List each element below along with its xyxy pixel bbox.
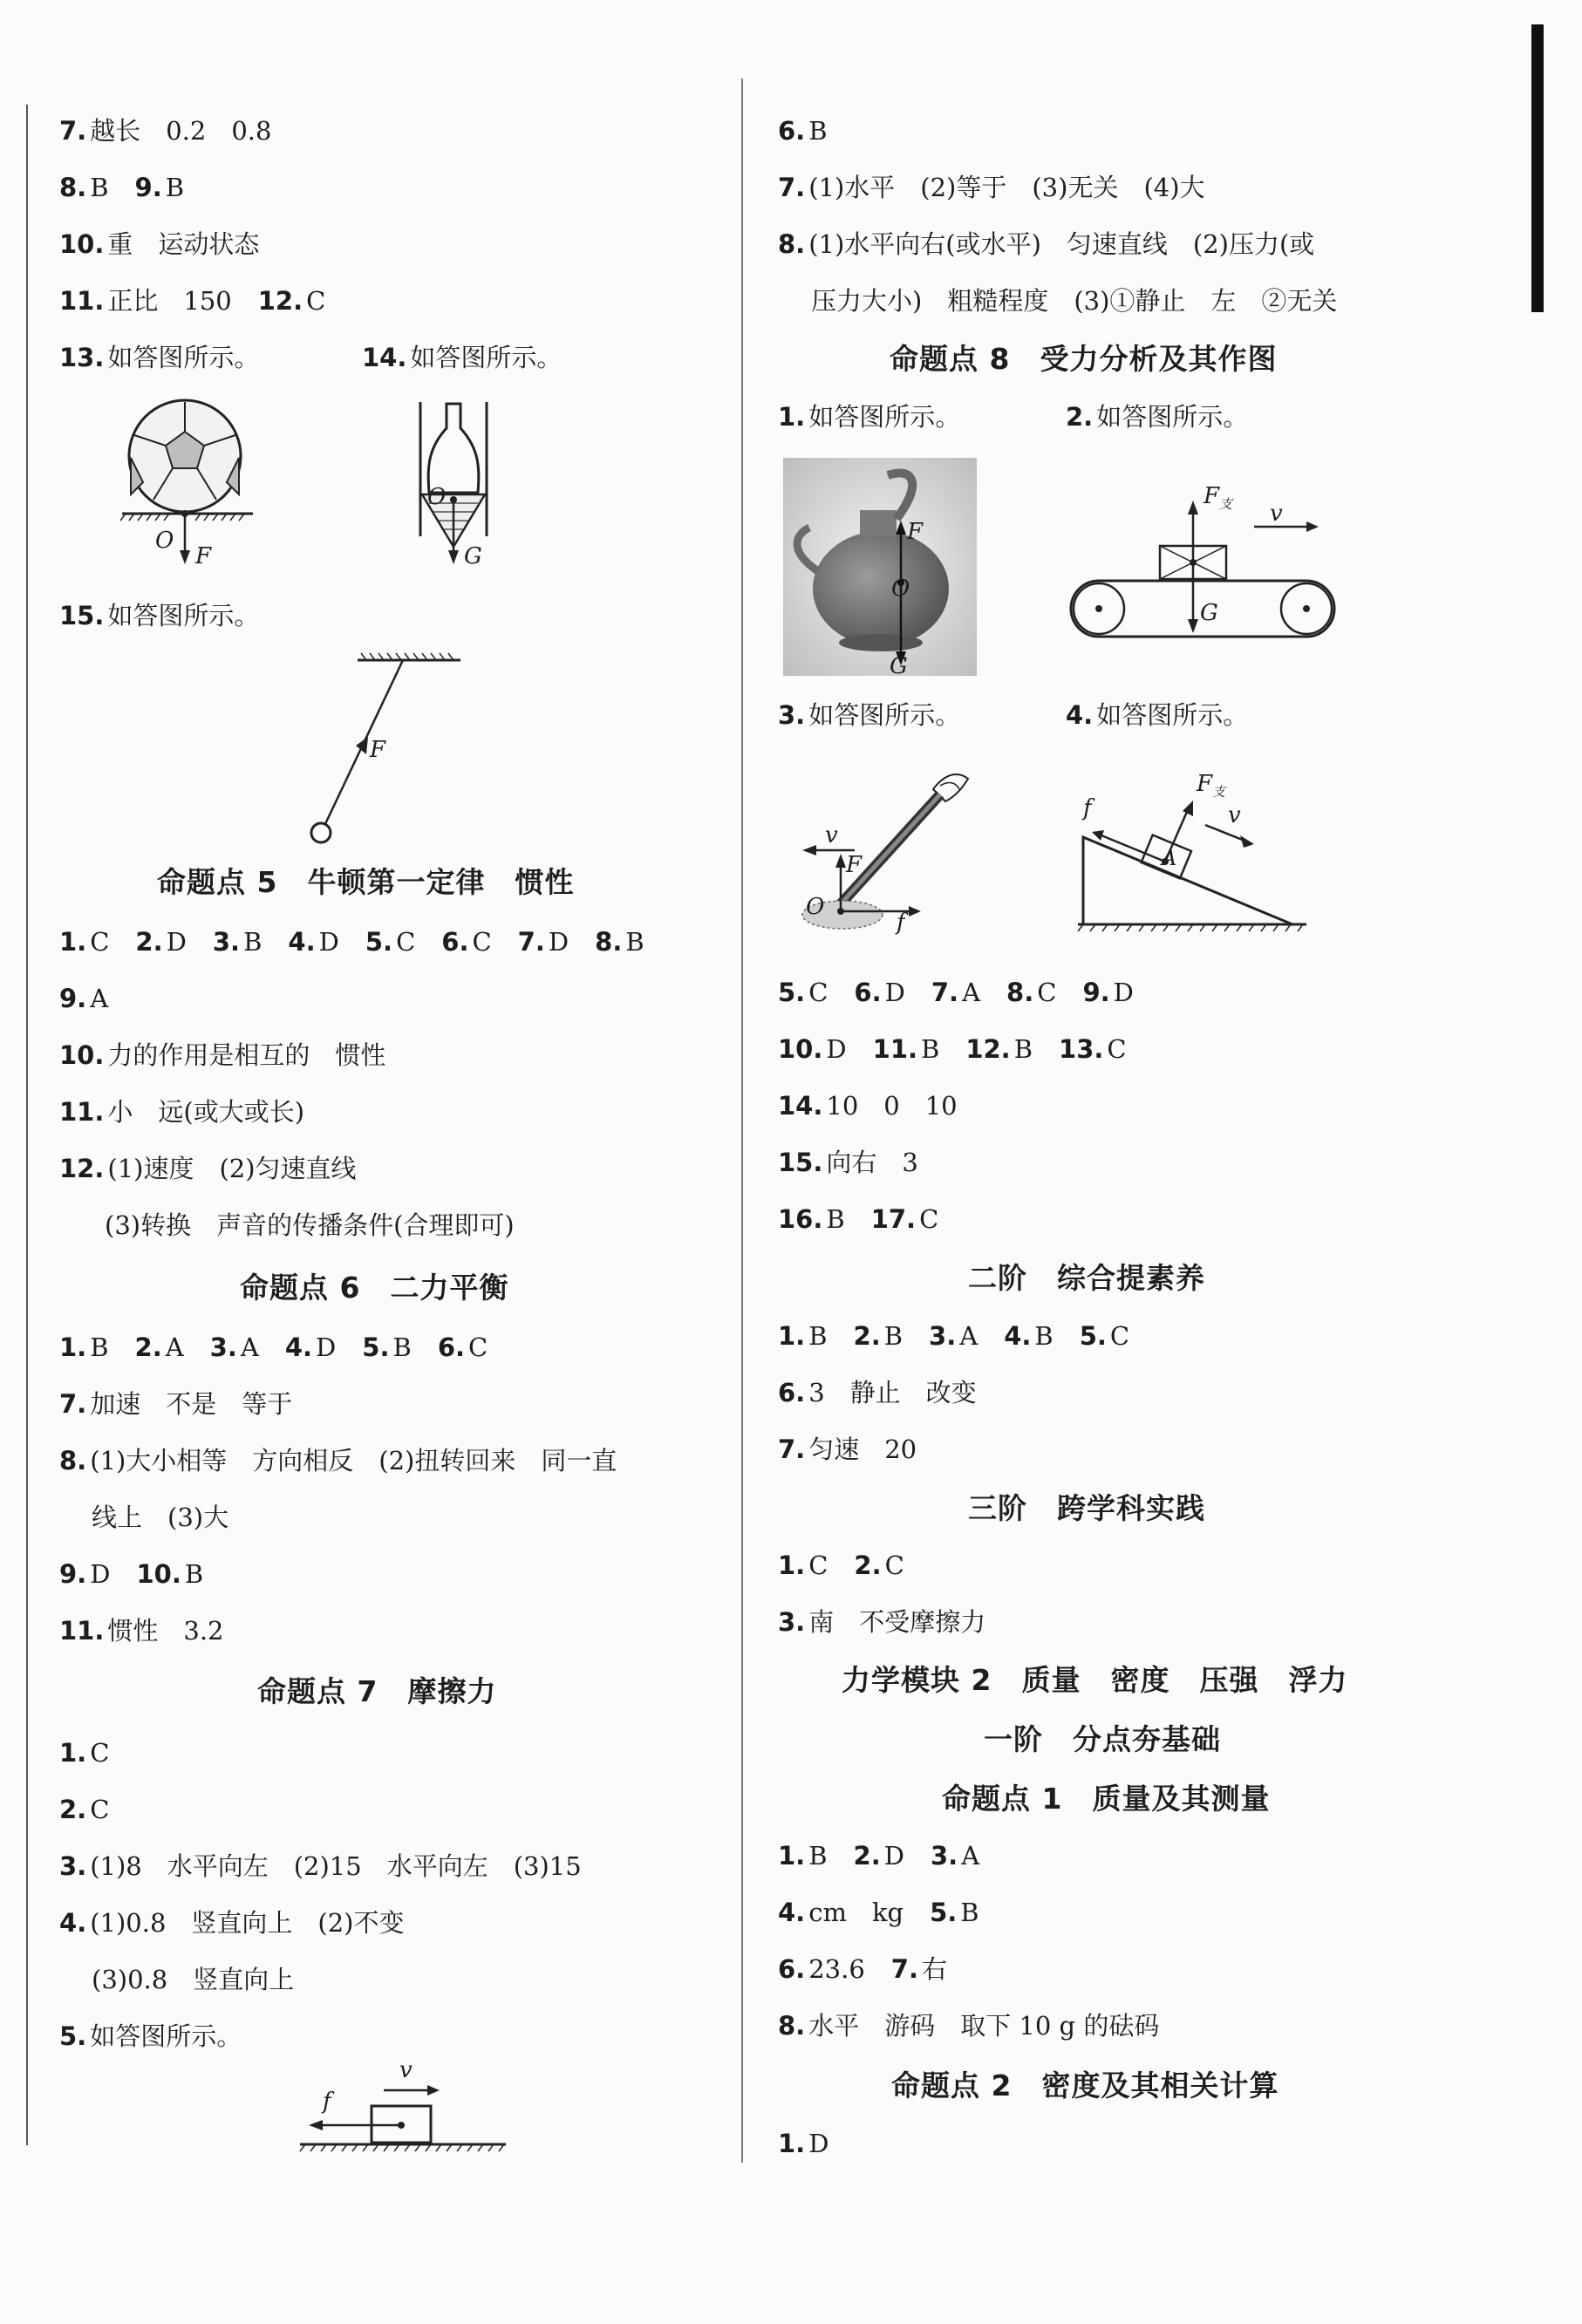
answer-item	[288, 927, 338, 957]
answer-item	[210, 1332, 259, 1362]
answer-row	[778, 1838, 1006, 1873]
section-heading: 命题点 5 牛顿第一定律 惯性	[157, 865, 575, 899]
question-number: 8.	[595, 927, 623, 957]
answer-line: 1. C	[59, 1738, 110, 1768]
answer-value: A	[165, 1332, 184, 1362]
question-number: 1.	[59, 1332, 87, 1362]
answer-value: B	[808, 1841, 828, 1871]
section-heading: 命题点 2 密度及其相关计算	[891, 2068, 1279, 2103]
answer-line: 2. C	[59, 1795, 110, 1824]
section-heading: 二阶 综合提素养	[968, 1261, 1205, 1295]
label-f: F	[195, 543, 212, 569]
answer-value: C	[1107, 1034, 1127, 1064]
answer-line: 3. 如答图所示。	[778, 700, 961, 730]
answer-value: A	[959, 1321, 979, 1351]
question-number: 2.	[853, 1841, 881, 1871]
section-heading: 命题点 7 摩擦力	[257, 1674, 497, 1708]
answer-line: 6. B	[778, 116, 828, 146]
answer-item	[59, 927, 109, 957]
answer-line: 8. 水平 游码 取下 10 g 的砝码	[778, 2011, 1160, 2041]
answer-value: C	[468, 1332, 488, 1362]
figure-block-friction	[297, 2057, 515, 2167]
label-f: $F_支$	[1197, 771, 1226, 801]
label-o: O	[891, 576, 910, 602]
answer-line: 11. 惯性 3.2	[59, 1616, 224, 1646]
answer-item	[1080, 1321, 1129, 1351]
question-number: 9.	[1082, 978, 1110, 1007]
answer-value: A	[962, 978, 981, 1007]
label-g: G	[464, 543, 482, 569]
question-number: 6.	[441, 927, 469, 957]
label-g: G	[890, 653, 908, 679]
answer-line: 6. 23.6 7. 右	[778, 1954, 947, 1984]
question-number: 7.	[517, 927, 545, 957]
answer-item	[854, 1321, 904, 1351]
question-number: 3.	[212, 927, 241, 957]
answer-line: 13. 如答图所示。	[59, 343, 260, 372]
answer-line: 14. 10 0 10	[778, 1091, 958, 1121]
answer-line: 6. 3 静止 改变	[778, 1378, 977, 1407]
label-g: G	[1200, 600, 1218, 626]
answer-item	[135, 1332, 184, 1362]
answer-value: C	[1037, 978, 1057, 1007]
page-edge-bar	[1531, 24, 1544, 312]
answer-item	[213, 927, 263, 957]
answer-value: D	[884, 978, 905, 1007]
answer-line: 线上 (3)大	[92, 1503, 229, 1532]
question-number: 1.	[59, 927, 87, 957]
figure-football	[113, 397, 270, 571]
answer-item	[285, 1332, 336, 1362]
answer-item	[441, 927, 491, 957]
answer-value: B	[243, 927, 263, 957]
answer-line: 7. 越长 0.2 0.8	[59, 116, 272, 146]
answer-line: 8. (1)水平向右(或水平) 匀速直线 (2)压力(或	[778, 229, 1315, 259]
answer-value: D	[826, 1034, 847, 1064]
answer-row	[778, 1319, 1156, 1353]
answer-value: C	[396, 927, 416, 957]
question-number: 7.	[931, 978, 959, 1007]
answer-item	[1006, 978, 1056, 1007]
question-number: 2.	[134, 1332, 162, 1362]
label-f: F	[907, 519, 924, 545]
answer-line: 15. 如答图所示。	[59, 601, 260, 630]
answer-value: B	[1013, 1034, 1033, 1064]
answer-item	[854, 978, 904, 1007]
answer-item	[1082, 978, 1133, 1007]
answer-line: 3. 南 不受摩擦力	[778, 1607, 986, 1637]
label-v: v	[825, 822, 838, 848]
section-heading: 命题点 8 受力分析及其作图	[890, 342, 1278, 376]
label-v: v	[1270, 501, 1283, 527]
question-number: 3.	[930, 1841, 958, 1871]
answer-line: 4. 如答图所示。	[1066, 700, 1249, 730]
question-number: 2.	[135, 927, 163, 957]
answer-line: (3)转换 声音的传播条件(合理即可)	[105, 1210, 515, 1240]
answer-line: 1. D	[778, 2129, 829, 2158]
answer-item	[778, 1321, 828, 1351]
section-heading: 三阶 跨学科实践	[968, 1491, 1205, 1525]
module-heading: 力学模块 2 质量 密度 压强 浮力	[842, 1663, 1348, 1697]
answer-value: B	[883, 1321, 904, 1351]
answer-item	[778, 1841, 828, 1871]
figure-incline	[1066, 767, 1319, 942]
question-number: 8.	[1006, 978, 1034, 1007]
answer-value: A	[961, 1841, 980, 1871]
answer-item	[965, 1034, 1033, 1064]
answer-value: B	[921, 1034, 940, 1064]
answer-line: 8. (1)大小相等 方向相反 (2)扭转回来 同一直	[59, 1446, 617, 1476]
answer-item	[778, 1034, 847, 1064]
answer-line: 12. (1)速度 (2)匀速直线	[59, 1154, 357, 1183]
answer-value: B	[808, 1321, 828, 1351]
label-o: O	[427, 484, 447, 510]
answer-item	[365, 927, 415, 957]
question-number: 11.	[872, 1034, 918, 1064]
answer-line: 10. 力的作用是相互的 惯性	[59, 1040, 386, 1070]
answer-line: 11. 正比 150 12. C	[59, 286, 326, 316]
question-number: 4.	[288, 927, 316, 957]
answer-value: A	[240, 1332, 259, 1362]
answer-line: 14. 如答图所示。	[362, 343, 563, 372]
answer-line: 5. 如答图所示。	[59, 2021, 242, 2051]
figure-teapot-photo	[783, 458, 977, 679]
answer-value: C	[90, 927, 110, 957]
section-heading: 命题点 1 质量及其测量	[942, 1782, 1271, 1816]
answer-value: B	[1034, 1321, 1054, 1351]
question-number: 10.	[778, 1034, 823, 1064]
answer-line: 10. 重 运动状态	[59, 229, 260, 259]
answer-line: 16. B 17. C	[778, 1204, 939, 1234]
question-number: 1.	[778, 1321, 806, 1351]
question-number: 3.	[209, 1332, 237, 1362]
answer-row	[59, 924, 671, 959]
answer-value: C	[472, 927, 492, 957]
answer-item	[362, 1332, 412, 1362]
answer-line: 4. cm kg 5. B	[778, 1898, 979, 1927]
answer-row	[778, 975, 1160, 1010]
answer-value: C	[808, 978, 829, 1007]
label-friction: f	[897, 910, 905, 936]
label-v: v	[1228, 802, 1241, 828]
question-number: 4.	[1004, 1321, 1032, 1351]
question-number: 5.	[778, 978, 806, 1007]
answer-item	[1004, 1321, 1054, 1351]
question-number: 13.	[1059, 1034, 1104, 1064]
answer-item	[931, 1841, 979, 1871]
question-number: 12.	[965, 1034, 1011, 1064]
answer-line: 3. (1)8 水平向左 (2)15 水平向左 (3)15	[59, 1851, 582, 1881]
answer-value: D	[318, 927, 339, 957]
answer-item	[438, 1332, 488, 1362]
answer-line: 9. A	[59, 984, 109, 1013]
question-number: 6.	[854, 978, 882, 1007]
answer-value: B	[90, 1332, 109, 1362]
label-f: f	[323, 2089, 331, 2115]
question-number: 2.	[853, 1321, 881, 1351]
answer-row	[778, 1032, 1153, 1067]
answer-value: D	[548, 927, 569, 957]
answer-item	[873, 1034, 940, 1064]
answer-value: D	[883, 1841, 904, 1871]
answer-line: 11. 小 远(或大或长)	[59, 1097, 305, 1127]
question-number: 5.	[362, 1332, 390, 1362]
answer-line: 压力大小) 粗糙程度 (3)①静止 左 ②无关	[811, 286, 1338, 316]
label-a: A	[1162, 846, 1177, 870]
answer-line: 15. 向右 3	[778, 1148, 918, 1177]
answer-line: 7. (1)水平 (2)等于 (3)无关 (4)大	[778, 173, 1205, 202]
question-number: 5.	[365, 927, 393, 957]
answer-line: (3)0.8 竖直向上	[92, 1965, 295, 1994]
section-heading: 命题点 6 二力平衡	[240, 1271, 509, 1305]
question-number: 4.	[284, 1332, 313, 1362]
answer-line: 8. B 9. B	[59, 173, 185, 202]
answer-item	[854, 1841, 904, 1871]
answer-item	[1059, 1034, 1127, 1064]
answer-item	[778, 978, 828, 1007]
label-v: v	[399, 2057, 413, 2083]
figure-conveyor	[1062, 483, 1341, 654]
answer-line: 9. D 10. B	[59, 1559, 204, 1589]
answer-value: D	[1113, 978, 1134, 1007]
column-divider	[741, 78, 743, 2163]
answer-item	[135, 927, 186, 957]
answer-line: 2. 如答图所示。	[1066, 402, 1249, 432]
answer-value: B	[625, 927, 644, 957]
answer-item	[59, 1332, 109, 1362]
answer-value: D	[316, 1332, 337, 1362]
answer-value: D	[166, 927, 187, 957]
label-f: F	[846, 852, 863, 878]
answer-item	[518, 927, 569, 957]
answer-item	[595, 927, 644, 957]
answer-line: 1. C 2. C	[778, 1550, 904, 1580]
answer-line: 4. (1)0.8 竖直向上 (2)不变	[59, 1908, 405, 1938]
label-friction: f	[1083, 795, 1092, 821]
label-f: $F_支$	[1204, 483, 1233, 513]
figure-bottle	[410, 397, 506, 571]
left-margin-rule	[26, 105, 28, 2145]
question-number: 3.	[929, 1321, 957, 1351]
answer-line: 7. 加速 不是 等于	[59, 1389, 293, 1419]
answer-line: 1. 如答图所示。	[778, 402, 961, 432]
label-f: F	[370, 737, 386, 763]
figure-mop	[785, 754, 985, 955]
label-o: O	[155, 528, 174, 554]
label-o: O	[806, 894, 825, 920]
answer-value: B	[392, 1332, 412, 1362]
question-number: 5.	[1079, 1321, 1107, 1351]
figure-pendulum	[305, 650, 462, 850]
question-number: 1.	[778, 1841, 806, 1871]
answer-item	[929, 1321, 978, 1351]
section-heading: 一阶 分点夯基础	[984, 1722, 1221, 1756]
question-number: 6.	[437, 1332, 466, 1362]
answer-item	[931, 978, 980, 1007]
answer-line: 7. 匀速 20	[778, 1435, 917, 1464]
answer-value: C	[1109, 1321, 1130, 1351]
answer-row	[59, 1330, 514, 1365]
